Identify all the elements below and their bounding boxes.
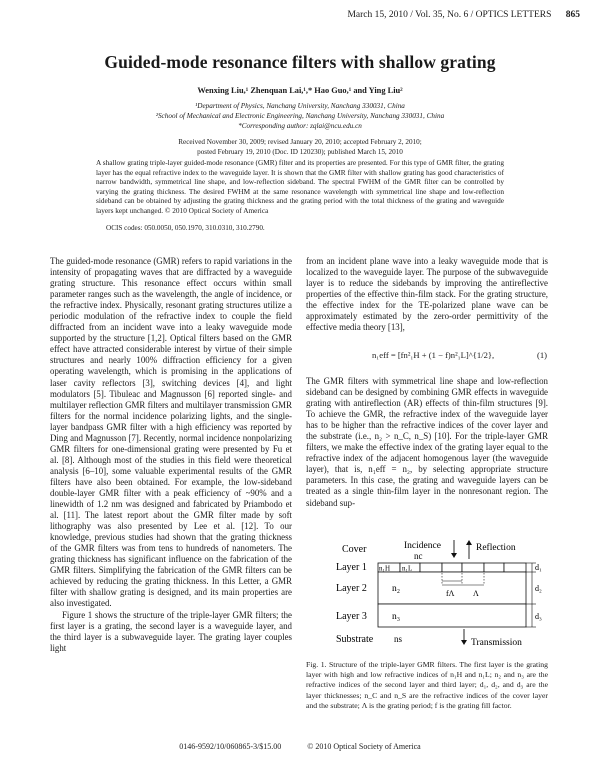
grating-high-4 xyxy=(504,563,526,572)
paper-title: Guided-mode resonance filters with shallow grating xyxy=(104,52,496,72)
figure-1-diagram xyxy=(306,537,551,649)
ocis-codes: OCIS codes: 050.0050, 050.1970, 310.0310, 310.2790. xyxy=(106,224,265,232)
label-n1L: n₁L xyxy=(402,564,413,573)
received-line-1: Received November 30, 2009; revised January 20, 2010; accepted February 2, 2010; xyxy=(178,138,422,146)
waveguide-layer xyxy=(378,572,526,604)
subwaveguide-layer xyxy=(378,604,526,627)
label-reflection: Reflection xyxy=(476,543,516,553)
figure-intro-paragraph: Figure 1 shows the structure of the triple-layer GMR filters; the first layer is a grating, the second layer is a waveguide layer, and the third layer is a subwaveguide layer. The grating layer couples light xyxy=(50,609,292,653)
intro-paragraph: The guided-mode resonance (GMR) refers to rapid variations in the intensity of propagating waves that are diffracted by a waveguide grating structure. This resonance effect occurs within small parameter ranges such as the wavelength, the angle of incidence, or the refractive index. Physically, resonant grating structures utilize a periodic modulation of the refractive index to couple the field diffracted from an incident wave into a leaky waveguide mode supported by the structure [1,2]. Optical filters based on the GMR effect have attracted considerable interest by virtue of their simple structures and nearly 100% diffraction efficiency for a given operating wavelength, which is promising in the applications of laser cavity reflectors [3], switching devices [4], and light modulators [5]. Tibuleac and Magnusson [6] reported single- and multilayer reflection GMR filters and multilayer transmission GMR filters for the normal incidence polarizing lights, and the single-layer bandpass GMR filter with a high efficiency was reported by Ding and Magnusson [7]. Recently, normal incidence nonpolarizing GMR filters for one-dimensional grating were presented by Fu et al. [8]. Although most of the studies in this field were theoretical analysis [6–10], some valuable experimental results of the GMR filters have also been obtained. For example, the low-sideband double-layer GMR filter with a peak efficiency of ~90% and a linewidth of 1.2 nm was designed and fabricated by Priambodo et al. [11]. The latest report about the GMR filter made by soft lithography was also presented by Lee et al. [12]. To our knowledge, previous studies had shown that the grating thickness of the GMR filters was from tens to hundreds of nanometers. The grating thickness has significant influence on the fabrication of the GMR filters. Simplifying the fabrication of the GMR filters can be achieved by reducing the grating thickness. In this Letter, a GMR filter with shallow grating is designed, and its main properties are also investigated. xyxy=(50,256,292,609)
label-layer1: Layer 1 xyxy=(336,562,367,573)
page-footer xyxy=(0,742,600,751)
label-n2: n₂ xyxy=(392,584,401,594)
label-layer2: Layer 2 xyxy=(336,583,367,594)
grating-low-3 xyxy=(484,563,504,572)
label-substrate: Substrate xyxy=(336,634,374,645)
abstract: A shallow grating triple-layer guided-mode resonance (GMR) filter and its properties are presented. For this type of GMR filter, the grating layer has the equal refractive index to the waveguide layer. It is shown that the GMR filter with shallow grating has good characteristics of narrow bandwidth, symmetrical line shape, and low-reflection sideband. The spectral FWHM of the GMR filter can be controlled by varying the grating thickness. The desired FWHM at the same resonance wavelength with symmetrical line shape and low-reflection sideband can be obtained by adjusting the grating thickness and the grating period with the total thickness of the grating and waveguide layers kept unchanged. © 2010 Optical Society of America xyxy=(96,158,504,215)
label-ns: ns xyxy=(394,634,403,644)
label-transmission: Transmission xyxy=(471,638,522,648)
corresponding-author: *Corresponding author: zqlai@ncu.edu.cn xyxy=(238,122,362,130)
right-column-top: from an incident plane wave into a leaky waveguide mode that is localized to the waveguide layer. The purpose of the subwaveguide layer is to reduce the sidebands by improving the antireflective properties of the effective thin-film stack. For the grating structure, the effective index for the TE-polarized plane wave can be approximately estimated by the zero-order permittivity of the effective media theory [13], xyxy=(306,256,548,333)
grating-high-2 xyxy=(420,563,442,572)
label-cover: Cover xyxy=(342,544,367,555)
article-code: 0146-9592/10/060865-3/$15.00 xyxy=(179,742,282,751)
label-n1H: n₁H xyxy=(379,564,390,573)
label-lambda: Λ xyxy=(473,589,479,598)
left-column xyxy=(50,256,292,654)
copyright-notice: © 2010 Optical Society of America xyxy=(307,742,421,751)
label-d1: d₁ xyxy=(535,563,542,572)
label-fLambda: fΛ xyxy=(446,589,455,598)
label-incidence: Incidence xyxy=(404,541,441,551)
reflection-arrow-head xyxy=(466,540,472,545)
grating-low-2 xyxy=(442,563,462,572)
label-nc: nc xyxy=(414,551,423,561)
figure-1-caption: Fig. 1. Structure of the triple-layer GMR filters. The first layer is the grating layer with high and low refractive indices of n₁H and n₁L; n₂ and n₃ are the refractive indices of the second layer and third layer; d₁, d₂, and d₃ are the layer thicknesses; n_C and n_S are the refractive indices of the cover layer and the substrate; Λ is the grating period; f is the grating fill factor. xyxy=(306,660,548,710)
transmission-arrow-head xyxy=(461,640,467,645)
running-header xyxy=(347,10,580,20)
affiliation-1: ¹Department of Physics, Nanchang University, Nanchang 330031, China xyxy=(195,102,405,110)
incidence-arrow-head xyxy=(451,553,457,558)
running-header-text: March 15, 2010 / Vol. 35, No. 6 / OPTICS LETTERS xyxy=(347,10,552,20)
label-layer3: Layer 3 xyxy=(336,611,367,622)
author-list: Wenxing Liu,¹ Zhenquan Lai,¹,* Hao Guo,¹ and Ying Liu² xyxy=(197,86,403,95)
grating-high-3 xyxy=(462,563,484,572)
equation-number: (1) xyxy=(536,350,547,360)
equation-1 xyxy=(372,350,547,360)
label-d2: d₂ xyxy=(535,584,542,593)
equation-text: n₁eff = [fn²₁H + (1 − f)n²₁L]^{1/2}, xyxy=(372,350,495,360)
label-d3: d₃ xyxy=(535,612,542,621)
received-line-2: posted February 19, 2010 (Doc. ID 120230); published March 15, 2010 xyxy=(197,147,403,156)
page-number: 865 xyxy=(565,10,580,20)
affiliation-2: ²School of Mechanical and Electronic Engineering, Nanchang University, Nanchang 330031, China xyxy=(155,112,445,120)
label-n3: n₃ xyxy=(392,612,401,622)
right-column-bottom: The GMR filters with symmetrical line shape and low-reflection sideband can be designed by combining GMR effects in waveguide grating with antireflection (AR) effects of thin-film structures [9]. To achieve the GMR, the refractive index of the waveguide layer has to be higher than the refractive indices of the cover layer and the substrate (i.e., n₂ > n_C, n_S) [10]. For the triple-layer GMR filters, we make the effective index of the grating layer equal to the refractive index of the adjacent homogenous layer (the waveguide layer), that is, n₁eff = n₂, by selecting appropriate structure parameters. In this case, the grating and waveguide layers can be treated as a single thin-film layer in the nonresonant region. The sideband sup- xyxy=(306,376,548,508)
